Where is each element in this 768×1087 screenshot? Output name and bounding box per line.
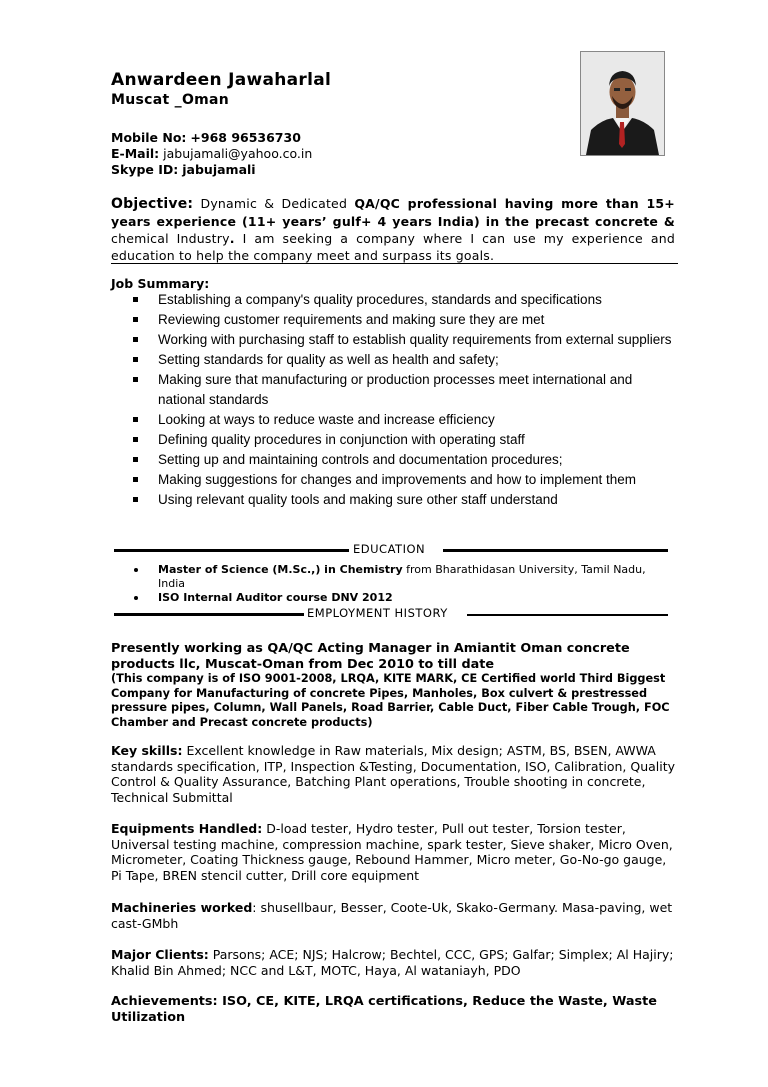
education-divider: [111, 542, 668, 558]
profile-photo: [580, 51, 665, 156]
employment-block: [111, 641, 677, 730]
equipments-paragraph: [111, 821, 677, 883]
skype-value: jabujamali: [182, 162, 256, 177]
divider-line-left: [114, 549, 349, 552]
objective-highlight: QA/QC professional having more than 15+ years experience (11+ years’ gulf+ 4 years India) in the precast concrete &: [111, 196, 675, 229]
job-summary-list: [131, 290, 676, 510]
skype-line: [111, 162, 256, 178]
education-degree: Master of Science (M.Sc.,) in Chemistry: [158, 563, 403, 576]
list-item: Making sure that manufacturing or production processes meet international and national standards: [131, 370, 676, 410]
machineries-label: Machineries worked: [111, 900, 253, 915]
list-item: [131, 591, 676, 605]
education-heading: EDUCATION: [353, 542, 426, 556]
clients-label: Major Clients:: [111, 947, 209, 962]
objective-industry: chemical Industry: [111, 231, 230, 246]
equipments-text: D-load tester, Hydro tester, Pull out tester, Torsion tester, Universal testing machine, compression machine, spark tester, Sieve shaker, Micro Oven, Micrometer, Coating Thickness gauge, Rebound Hammer, Micro meter, Go-No-go gauge, Pi Tape, BREN stencil cutter, Drill core equipment: [111, 821, 673, 883]
list-item: Looking at ways to reduce waste and increase efficiency: [131, 410, 676, 430]
divider-line-right: [443, 549, 668, 552]
objective-rest: I am seeking a company where I can use my experience and education to help the company meet and surpass its goals.: [111, 231, 675, 263]
email-value[interactable]: jabujamali@yahoo.co.in: [163, 146, 313, 161]
employment-heading: EMPLOYMENT HISTORY: [307, 606, 448, 620]
profile-photo-graphic: [581, 52, 664, 155]
company-note: (This company is of ISO 9001-2008, LRQA, KITE MARK, CE Certified world Third Biggest Company for Manufacturing of concrete Pipes, Manholes, Box culvert & prestressed pressure pipes, Column, Wall Panels, Road Barrier, Cable Duct, Fiber Cable Trough, FOC Chamber and Precast concrete products): [111, 672, 670, 729]
machineries-paragraph: [111, 900, 677, 931]
objective-paragraph: [111, 195, 675, 264]
list-item: Setting up and maintaining controls and documentation procedures;: [131, 450, 676, 470]
achievements-paragraph: Achievements: ISO, CE, KITE, LRQA certifications, Reduce the Waste, Waste Utilization: [111, 994, 657, 1025]
list-item: Working with purchasing staff to establish quality requirements from external suppliers: [131, 330, 676, 350]
list-item: Reviewing customer requirements and making sure they are met: [131, 310, 676, 330]
list-item: Defining quality procedures in conjunction with operating staff: [131, 430, 676, 450]
job-summary-title: Job Summary:: [111, 276, 210, 291]
list-item: [131, 563, 676, 591]
list-item: Establishing a company's quality procedures, standards and specifications: [131, 290, 676, 310]
equipments-label: Equipments Handled:: [111, 821, 263, 836]
key-skills-text: Excellent knowledge in Raw materials, Mix design; ASTM, BS, BSEN, AWWA standards specification, ITP, Inspection &Testing, Documentation, ISO, Calibration, Quality Control & Quality Assurance, Batching Plant operations, Trouble shooting in concrete, Technical Submittal: [111, 743, 676, 805]
key-skills-label: Key skills:: [111, 743, 183, 758]
email-label: E-Mail:: [111, 146, 160, 161]
current-position: Presently working as QA/QC Acting Manager in Amiantit Oman concrete products llc, Muscat-Oman from Dec 2010 to till date: [111, 641, 630, 672]
divider-line-left: [114, 613, 304, 616]
clients-paragraph: [111, 947, 677, 978]
list-item: Setting standards for quality as well as health and safety;: [131, 350, 676, 370]
list-item: Making suggestions for changes and improvements and how to implement them: [131, 470, 676, 490]
candidate-name: Anwardeen Jawaharlal: [111, 70, 332, 90]
objective-dot: .: [229, 231, 235, 246]
education-institution: from Bharathidasan University, Tamil Nadu, India: [158, 563, 646, 590]
candidate-location: Muscat _Oman: [111, 92, 230, 108]
objective-label: Objective:: [111, 196, 194, 212]
mobile-value: +968 96536730: [190, 130, 301, 145]
machineries-text: : shusellbaur, Besser, Coote-Uk, Skako-Germany. Masa-paving, wet cast-GMbh: [111, 900, 673, 931]
skype-label: Skype ID:: [111, 162, 179, 177]
email-line: [111, 146, 312, 162]
employment-divider: [111, 606, 668, 622]
divider-line-right: [467, 614, 668, 616]
education-course: ISO Internal Auditor course DNV 2012: [158, 591, 393, 604]
objective-lead: Dynamic & Dedicated: [200, 196, 348, 211]
objective-divider: [111, 263, 678, 264]
mobile-label: Mobile No:: [111, 130, 187, 145]
clients-text: Parsons; ACE; NJS; Halcrow; Bechtel, CCC, GPS; Galfar; Simplex; Al Hajiry; Khalid Bin Ahmed; NCC and L&T, MOTC, Haya, Al wataniayh, PDO: [111, 947, 674, 978]
key-skills-paragraph: [111, 743, 677, 805]
education-list: [131, 563, 676, 605]
list-item: Using relevant quality tools and making sure other staff understand: [131, 490, 676, 510]
mobile-line: [111, 130, 301, 146]
